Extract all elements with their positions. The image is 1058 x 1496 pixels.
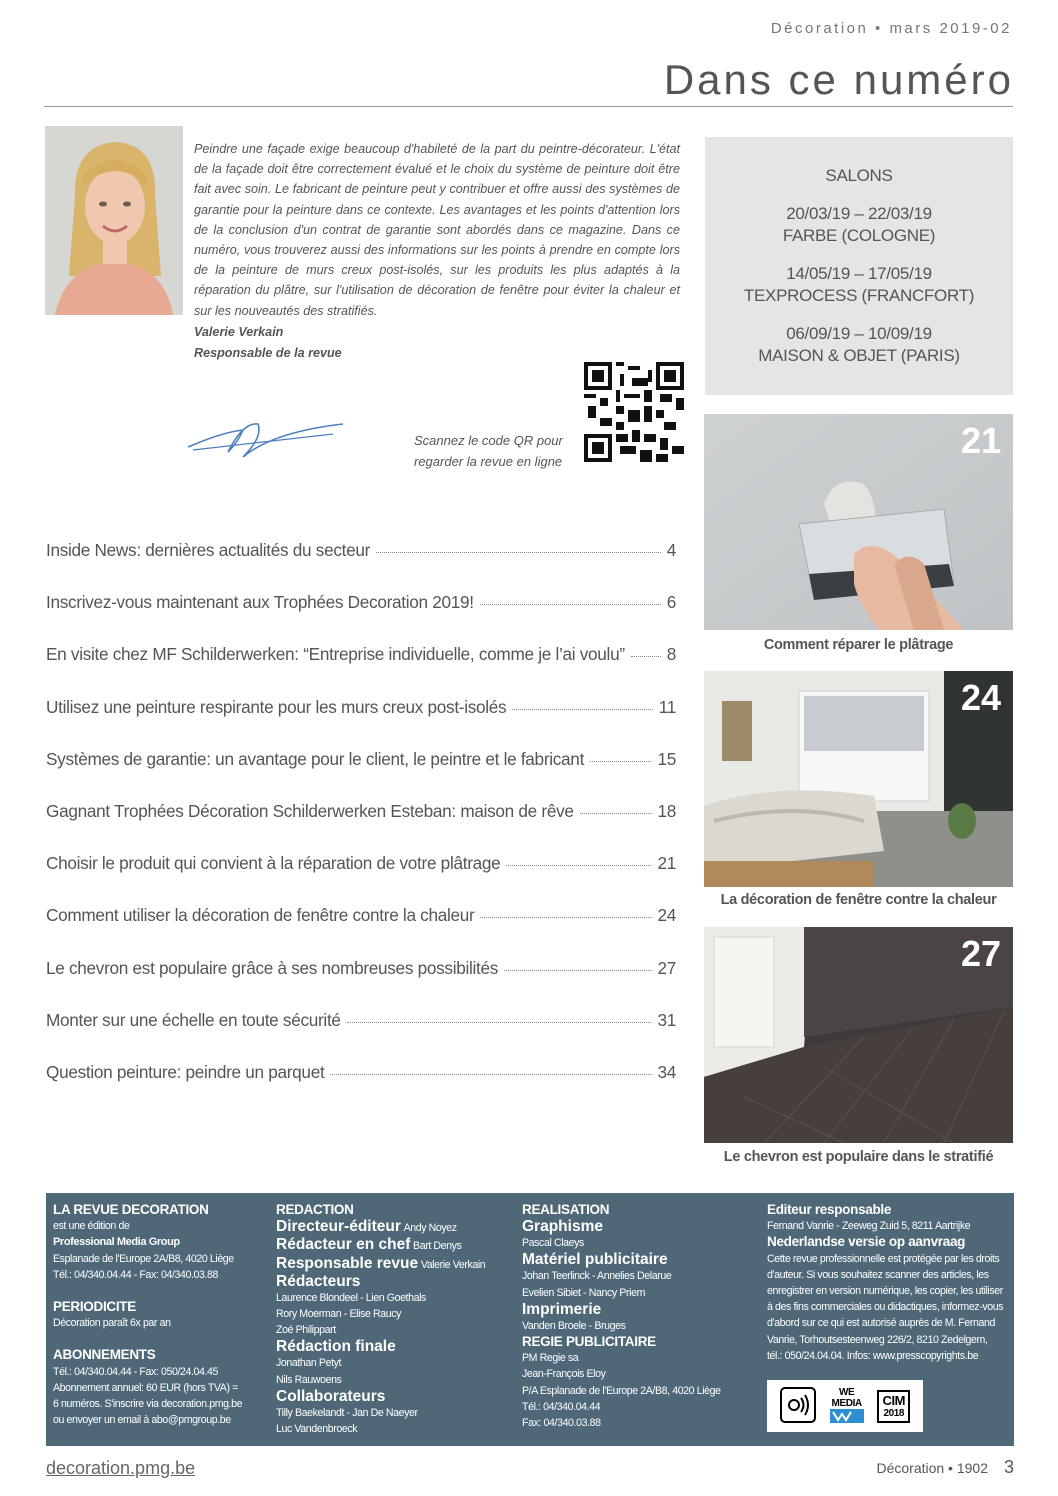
footer-issue: Décoration • 1902 <box>876 1460 988 1476</box>
feature-page-number: 21 <box>960 420 1001 461</box>
page-number: 3 <box>1003 1457 1014 1477</box>
colophon-realisation: REALISATION Graphisme Pascal Claeys Matériel publicitaire Johan Teerlinck - Annelies Delarue Evelien Sibiet - Nancy Priem Imprimerie Vanden Broele - Bruges REGIE PUBLICITAIRE PM Regie sa Jean-François Eloy P/A Esplanade de l'Europe 2A/B8, 4020 Liège Tél.: 04/340.04.44 Fax: 04/340.03.88 <box>522 1202 721 1430</box>
feature-page-number: 24 <box>960 677 1001 718</box>
we-media-logo: WE MEDIA <box>830 1387 864 1426</box>
colophon-publisher: LA REVUE DECORATION est une édition de Professional Media Group Esplanade de l'Europe 2A/B8, 4020 Liège Tél.: 04/340.04.44 - Fax: 04/340.03.88 PERIODICITE Décoration paraît 6x par an ABONNEMENTS Tél.: 04/340.04.44 - Fax: 050/24.04.45 Abonnement annuel: 60 EUR (hors TVA) = 6 numéros. S'inscrire via decoration.pmg.be ou envoyer un email à abo@pmgroup.be <box>53 1202 243 1427</box>
qr-code-icon[interactable] <box>584 362 684 462</box>
editor-signoff <box>194 322 342 364</box>
editorial-text: Peindre une façade exige beaucoup d'habileté de la part du peintre-décorateur. L'état de la façade doit être correctement évalué et le choix du système de peinture doit être fait avec soin. Le fabricant de peinture peut y contribuer et offre aussi des systèmes de garantie pour la peinture dans ce contexte. Les avantages et les points d'attention lors de la conclusion d'un contrat de garantie sont abordés dans ce magazine. Dans ce numéro, vous trouverez aussi des informations sur les points à prendre en compte lors de la peinture de murs creux post-isolés, sur les produits les plus adaptés à la réparation du plâtre, sur l'utilisation de décoration de fenêtre pour éviter la chaleur et sur les nouveautés des stratifiés. <box>194 142 680 318</box>
editor-role: Responsable de la revue <box>194 346 342 360</box>
colophon <box>46 1193 1014 1446</box>
colophon-redaction: REDACTION Directeur-éditeur Andy Noyez Rédacteur en chef Bart Denys Responsable revue Valerie Verkain Rédacteurs Laurence Blondeel - Lien Goethals Rory Moerman - Elise Raucy Zoé Philippart Rédaction finale Jonathan Petyt Nils Rauwoens Collaborateurs Tilly Baekelandt - Jan De Naeyer Luc Vandenbroeck <box>276 1202 486 1436</box>
feature-caption: Le chevron est populaire dans le stratifié <box>723 1149 994 1165</box>
copyright-logo-icon <box>780 1387 816 1426</box>
salons-box <box>705 137 1013 395</box>
editor-photo <box>45 126 183 315</box>
salon-item: 20/03/19 – 22/03/19 FARBE (COLOGNE) <box>782 204 936 245</box>
page-title: Dans ce numéro <box>663 56 1014 103</box>
partner-logos <box>767 1380 923 1432</box>
feature-caption: Comment réparer le plâtrage <box>763 637 954 653</box>
signature-image <box>183 412 348 464</box>
feature-caption: La décoration de fenêtre contre la chaleur <box>720 892 997 908</box>
website-link[interactable]: decoration.pmg.be <box>46 1458 196 1478</box>
toc-entry[interactable]: Monter sur une échelle en toute sécurité 31 <box>46 1009 676 1030</box>
toc-entry[interactable]: Utilisez une peinture respirante pour les murs creux post-isolés 11 <box>46 696 676 717</box>
salon-item: 06/09/19 – 10/09/19 MAISON & OBJET (PARIS) <box>758 324 960 365</box>
feature-thumb-plaster[interactable] <box>704 414 1013 630</box>
toc-entry[interactable]: Inscrivez-vous maintenant aux Trophées Decoration 2019! 6 <box>46 592 676 613</box>
toc-entry[interactable]: En visite chez MF Schilderwerken: “Entreprise individuelle, comme je l’ai voulu” 8 <box>46 644 676 665</box>
feature-page-number: 27 <box>960 933 1001 974</box>
toc-entry[interactable]: Inside News: dernières actualités du secteur 4 <box>46 540 676 560</box>
issue-line: Décoration • mars 2019-02 <box>770 20 1012 37</box>
toc-entry[interactable]: Comment utiliser la décoration de fenêtre contre la chaleur 24 <box>46 905 676 926</box>
colophon-editor: Editeur responsable Fernand Vanrie - Zeeweg Zuid 5, 8211 Aartrijke Nederlandse versie op aanvraag Cette revue professionnelle est protégée par les droits d'auteur. Si vous souhaitez scanner des articles, les enregistrer en version numérique, les copier, les utiliser à des fins commerciales ou didactiques, informez-vous d'abord sur ce qui est autorisé auprès de M. Fernand Vanrie, Torhoutsesteenweg 226/2, 8210 Zedelgem, tél.: 050/24.04.04. Infos: www.presscopyrights.be <box>767 1202 1004 1362</box>
title-divider <box>44 106 1013 107</box>
feature-thumb-floor[interactable] <box>704 927 1013 1143</box>
toc-entry[interactable]: Question peinture: peindre un parquet 34 <box>46 1061 676 1082</box>
feature-thumb-window[interactable] <box>704 671 1013 887</box>
toc-entry[interactable]: Systèmes de garantie: un avantage pour le client, le peintre et le fabricant 15 <box>46 748 676 769</box>
editor-name: Valerie Verkain <box>194 325 284 339</box>
salon-item: 14/05/19 – 17/05/19 TEXPROCESS (FRANCFORT) <box>743 264 975 305</box>
cim-logo: CIM 2018 <box>877 1390 910 1423</box>
toc-entry[interactable]: Choisir le produit qui convient à la réparation de votre plâtrage 21 <box>46 853 676 874</box>
qr-caption: Scannez le code QR pour regarder la revue en ligne <box>414 433 563 469</box>
toc-entry[interactable]: Gagnant Trophées Décoration Schilderwerken Esteban: maison de rêve 18 <box>46 800 676 821</box>
salons-title: SALONS <box>825 166 893 185</box>
table-of-contents <box>46 540 676 1114</box>
toc-entry[interactable]: Le chevron est populaire grâce à ses nombreuses possibilités 27 <box>46 957 676 978</box>
